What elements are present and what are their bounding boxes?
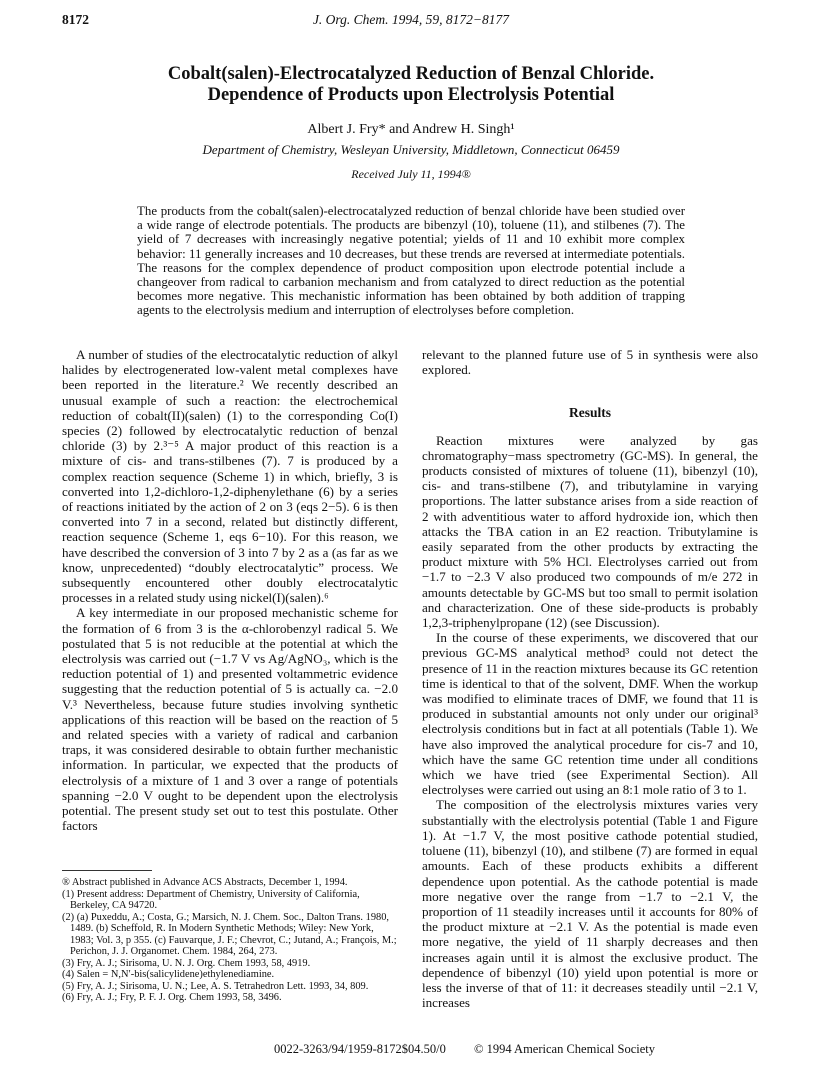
intro-paragraph-1: A number of studies of the electrocatalytic reduction of alkyl halides by electrogenerated low-valent metal complexes have been reported in the literature.² We recently described an unusual example of such a reaction: the electrochemical reduction of cobalt(II)(salen) (1) to the corresponding Co(I) species (2) followed by electrocatalytic reduction of benzal chloride (3) by 2.³⁻⁵ A major product of this reaction is a mixture of cis- and trans-stilbenes (7). 7 is produced by a complex reaction sequence (Scheme 1) in which, briefly, 3 is converted into 1,2-dichloro-1,2-diphenylethane (6) by a series of reactions initiated by the action of 2 on 3 (eqs 2−5). 6 is then converted into 7 in a second, related but distinctly different, reaction sequence (Scheme 1, eqs 6−10). For this reason, we have described the conversion of 3 into 7 by 2 as a (as far as we know, unprecedented) “doubly electrocatalytic” process. We subsequently encountered other doubly electrocatalytic processes in a related study using nickel(I)(salen).⁶ xyxy=(62,347,398,606)
received-date: Received July 11, 1994® xyxy=(351,167,471,181)
journal-citation: J. Org. Chem. 1994, 59, 8172−8177 xyxy=(312,12,510,27)
section-heading-results: Results xyxy=(568,405,611,421)
article-code: 0022-3263/94/1959-8172$04.50/0 xyxy=(274,1042,446,1056)
footnotes xyxy=(62,877,398,1004)
abstract: The products from the cobalt(salen)-electrocatalyzed reduction of benzal chloride have been studied over a wide range of electrode potentials. The products are bibenzyl (10), toluene (11), and stilbenes (7). The yield of 7 decreases with increasingly negative potential; yields of 11 and 10 exhibit more complex behavior: 11 generally increases and 10 decreases, but these trends are reversed at intermediate potentials. The reasons for the complex dependence of product composition upon electrode potential include a changeover from radical to carbanion mechanism and from catalyzed to direct reduction as the potential becomes more negative. This mechanistic information has been obtained by both addition of trapping agents to the electrolysis medium and interruption of electrolyses before completion. xyxy=(137,204,685,318)
title-line-2: Dependence of Products upon Electrolysis Potential xyxy=(207,85,615,105)
copyright-notice: © 1994 American Chemical Society xyxy=(474,1042,655,1056)
affiliation: Department of Chemistry, Wesleyan University, Middletown, Connecticut 06459 xyxy=(202,142,620,157)
page-number: 8172 xyxy=(62,12,89,27)
results-paragraph-1: Reaction mixtures were analyzed by gas chromatography−mass spectrometry (GC-MS). In general, the products consisted of mixtures of toluene (11), bibenzyl (10), cis- and trans-stilbene (7), and tributylamine in varying proportions. The latter substance arises from a side reaction of 2 with adventitious water to afford hydroxide ion, which then attacks the TBA cation in an E2 reaction. Tributylamine is easily separated from the other products by extracting the product mixture with 5% HCl. Electrolyses carried out from −1.7 to −2.3 V also produced two compounds of m/e 272 in amounts detectable by GC-MS but too small to permit isolation and characterization. One of these side-products is probably 1,2,3-triphenylpropane (12) (see Discussion). xyxy=(422,432,758,631)
footnote: (3) Fry, A. J.; Sirisoma, U. N. J. Org. Chem 1993, 58, 4919. xyxy=(62,957,311,969)
page-footer xyxy=(62,1042,760,1058)
intro-paragraph-2: A key intermediate in our proposed mechanistic scheme for the formation of 6 from 3 is the α-chlorobenzyl radical 5. We postulated that 5 is not reducible at the potential at which the electrolysis was carried out (−1.7 V vs Ag/AgNO₃, which is the reduction potential of 1) and presented voltammetric evidence suggesting that the reduction potential of 5 is actually ca. −2.0 V.³ Nevertheless, because future studies involving synthetic applications of this reaction will be based on the reaction of 5 and related species with a variety of radical and carbanion traps, it was considered desirable to obtain further mechanistic information. In particular, we expected that the products of electrolysis of a mixture of 1 and 3 over a range of potentials spanning −2.0 V ought to be dependent upon the electrolysis potential. The present study set out to test this postulate. Other factors xyxy=(62,605,398,834)
intro-continuation: relevant to the planned future use of 5 in synthesis were also explored. xyxy=(422,347,758,378)
results-paragraph-3: The composition of the electrolysis mixtures varies very substantially with the electrolysis potential (Table 1 and Figure 1). At −1.7 V, the most positive cathode potential studied, toluene (11), bibenzyl (10), and stilbene (7) are formed in equal amounts. Each of these products exhibits a different dependence upon potential. As the cathode potential is made more negative over the range from −1.7 to −2.1 V, the proportion of 11 steadily increases until it accounts for 80% of the product mixture at −2.1 V. As the potential is made even more negative, the yield of 11 sharply decreases and then increases again until it is almost the exclusive product. The dependence of bibenzyl (10) yield upon potential is more or less the inverse of that of 11: it decreases steadily until −2.1 V, increases xyxy=(422,797,758,1011)
footnote: (5) Fry, A. J.; Sirisoma, U. N.; Lee, A. S. Tetrahedron Lett. 1993, 34, 809. xyxy=(62,980,369,992)
footnote-divider xyxy=(62,870,152,871)
left-column xyxy=(62,347,398,834)
footnote: (6) Fry, A. J.; Fry, P. F. J. Org. Chem 1993, 58, 3496. xyxy=(62,992,282,1003)
results-paragraph-2: In the course of these experiments, we discovered that our previous GC-MS analytical method³ could not detect the presence of 11 in the reaction mixtures because its GC retention time is identical to that of the solvent, DMF. When the workup was modified to eliminate traces of DMF, we found that 11 is produced in substantial amounts not only under our original³ electrolysis conditions but in fact at all potentials (Table 1). We have also improved the analytical procedure for cis-7 and 10, which have the same GC retention time under all conditions which we have tried (see Experimental Section). All electrolyses were carried out using an 8:1 mole ratio of 3 to 1. xyxy=(422,630,758,798)
footnote: (4) Salen = N,N′-bis(salicylidene)ethylenediamine. xyxy=(62,969,275,980)
footnote: ® Abstract published in Advance ACS Abstracts, December 1, 1994. xyxy=(62,877,348,888)
title-line-1: Cobalt(salen)-Electrocatalyzed Reduction of Benzal Chloride. xyxy=(167,64,655,84)
footnote: (1) Present address: Department of Chemistry, University of California, Berkeley, CA 94720. xyxy=(62,888,360,911)
footnote: (2) (a) Puxeddu, A.; Costa, G.; Marsich, N. J. Chem. Soc., Dalton Trans. 1980, 1489. (b) Scheffold, R. In Modern Synthetic Methods; Wiley: New York, 1983; Vol. 3, p 355. (c) Fauvarque, J. F.; Chevrot, C.; Jutand, A.; François, M.; Perichon, J. J. Organomet. Chem. 1984, 264, 273. xyxy=(62,911,397,957)
right-column xyxy=(422,347,758,1010)
running-header xyxy=(62,12,760,30)
article-title xyxy=(62,64,760,106)
author-list: Albert J. Fry* and Andrew H. Singh¹ xyxy=(307,122,515,137)
